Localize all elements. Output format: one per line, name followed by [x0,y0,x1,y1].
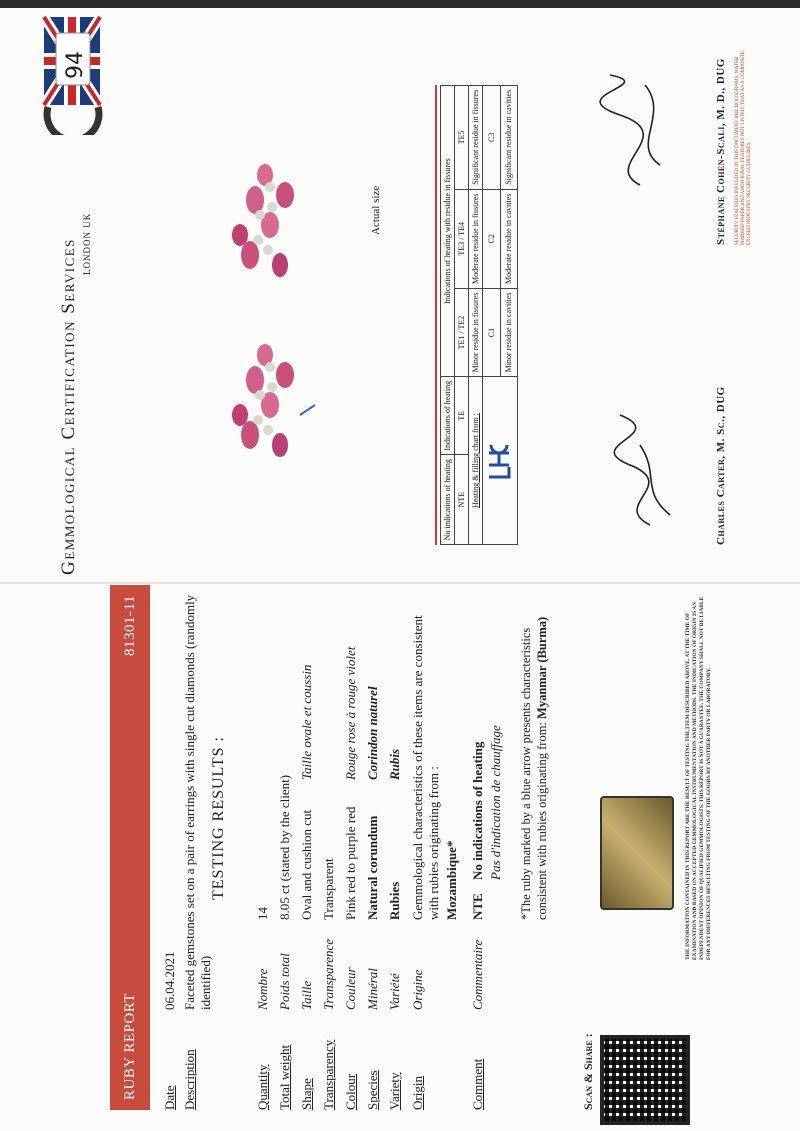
origin-row [410,585,460,1110]
field-label: Variety [387,1072,402,1110]
signature-cohen-scali [590,65,700,195]
date-value: 06.04.2021 [162,951,177,1010]
description-value: Faceted gemstones set on a pair of earrings with single cut diamonds (randomly identified) [182,594,213,1010]
code-c2: C2 [483,189,501,288]
testing-results-title: TESTING RESULTS : [210,736,227,900]
hologram-seal [600,796,674,910]
report-number: 81301-11 [121,595,138,656]
heating-chart-table [440,85,518,545]
comment-row [470,585,510,1110]
field-label: Colour [343,1073,358,1110]
code-c3: C3 [483,86,501,190]
heading-te: Indications of heating [441,377,455,455]
handwritten-number: 94 [63,51,88,79]
legal-disclaimer: THE INFORMATION CONTAINED IN THIS REPORT ARE THE RESULT OF TESTING THE ITEM DESCRIBED ABOVE, AT THE TIME OF EXAMINATION AND BASED ON ACCEPTED GEMMOLOGICAL INSTRUMENTATION AND METHODS. THE INDICATION OF ORIGIN IS AN INDEPENDENT OPINION OF QUALIFIED GEMMOLOGISTS. THIS REPORT IS NOT A GUARANTEE. THE COMPANY SHALL NOT BE LIABLE FOR ANY DIFFERENCES RESULTING FROM TESTING OF THE GOODS BY ANOTHER PARTY OR LABORATORY. [685,596,712,960]
report-title: RUBY REPORT [121,993,138,1100]
code-te: TE [455,377,469,455]
field-value-fr: Taille ovale et coussin [299,664,314,780]
comment-value-fr: Pas d'indication de chauffage [488,725,503,880]
field-value: 8.05 ct (stated by the client) [277,774,292,920]
field-label-fr: Nombre [255,968,270,1010]
field-value: Rubies [387,881,402,920]
scan-share-label: Scan & Share : [581,1033,595,1110]
field-label-fr: Variété [387,973,402,1010]
significant-fissures: Significant residue in fissures [469,86,483,190]
lmhc-logo-cell [483,377,518,545]
footnote-text: *The ruby marked by a blue arrow presents characteristics consistent with rubies originating from: [519,627,549,920]
moderate-fissures: Moderate residue in fissures [469,189,483,288]
minor-cavities: Minor residue in cavities [500,288,518,376]
fold-line [0,582,800,584]
code-te34: TE3 / TE4 [455,189,469,288]
brand-location: LONDON UK [82,212,92,275]
origin-text: Gemmological characteristics of these items are consistent with rubies originating from : [410,615,441,920]
code-nte: NTE [455,455,469,545]
brand-name: Gemmological Certification Services [58,238,79,575]
code-c1: C1 [483,288,501,376]
signatory-1: Charles Carter, M. Sc., DUG [715,386,727,545]
code-te5: TE5 [455,86,469,190]
actual-size-label: Actual size [370,185,382,235]
earrings-photo [210,145,320,475]
signatory-2: Stéphane Cohen-Scali, M. D., DUG [715,58,727,245]
field-value: 14 [255,907,270,920]
field-value-fr: Corindon naturel [365,686,380,780]
signature-carter [590,405,700,535]
footnote-origin: Myanmar (Burma) [535,616,549,719]
field-label-fr: Couleur [343,967,358,1010]
field-label-fr: Transparence [321,938,336,1010]
chart-source-label: Heating & filling chart from : [469,377,483,545]
field-label: Species [365,1070,380,1110]
heading-residue: Indications of heating with residue in fissures [441,86,455,377]
security-note: SECURITY FEATURES INCLUDED IN THIS DOCUMENT ARE HOLOGRAMS, WATER MARKED PAPER AND ADDITIONAL FEATURES NOT LISTED, THAT AS A COMPOSITE, EXCEED INDUSTRY SECURITY GUIDELINES. [735,49,752,245]
field-label: Transparency [321,1039,336,1110]
field-label: Shape [299,1078,314,1110]
gcs-logo [40,15,110,135]
field-label: Quantity [255,1064,270,1110]
comment-label-fr: Commentaire [470,939,485,1010]
comment-code: NTE [470,893,485,920]
earring-left [232,344,315,457]
footnote [518,590,550,920]
code-te12: TE1 / TE2 [455,288,469,376]
scan-edge [0,0,800,8]
minor-fissures: Minor residue in fissures [469,288,483,376]
field-label: Total weight [277,1044,292,1110]
field-label-fr: Minéral [365,968,380,1010]
qr-code[interactable] [600,1035,690,1125]
earring-right [232,164,294,277]
report-header [110,585,150,1110]
lmhc-logo [485,441,513,481]
certificate-panel [50,20,770,575]
origin-label-fr: Origine [410,969,425,1010]
date-label: Date [162,1085,177,1110]
origin-value: Mozambique* [444,840,459,920]
comment-value: No indications of heating [470,741,485,880]
field-value: Natural corundum [365,815,380,920]
table-top-rule [435,85,437,545]
ruby-report-panel [110,585,790,1110]
heading-nte: No indications of heating [441,455,455,545]
origin-label: Origin [410,1076,425,1110]
moderate-cavities: Moderate residue in cavities [500,189,518,288]
field-value: Pink red to purple red [343,806,358,920]
comment-label: Comment [470,1058,485,1110]
field-value: Transparent [321,858,336,920]
field-label-fr: Taille [299,980,314,1010]
field-value: Oval and cushion cut [299,809,314,920]
field-label-fr: Poids total [277,953,292,1010]
field-value-fr: Rubis [387,748,402,780]
significant-cavities: Significant residue in cavities [500,86,518,190]
description-label: Description [182,1049,197,1110]
field-value-fr: Rouge rose à rouge violet [343,646,358,780]
